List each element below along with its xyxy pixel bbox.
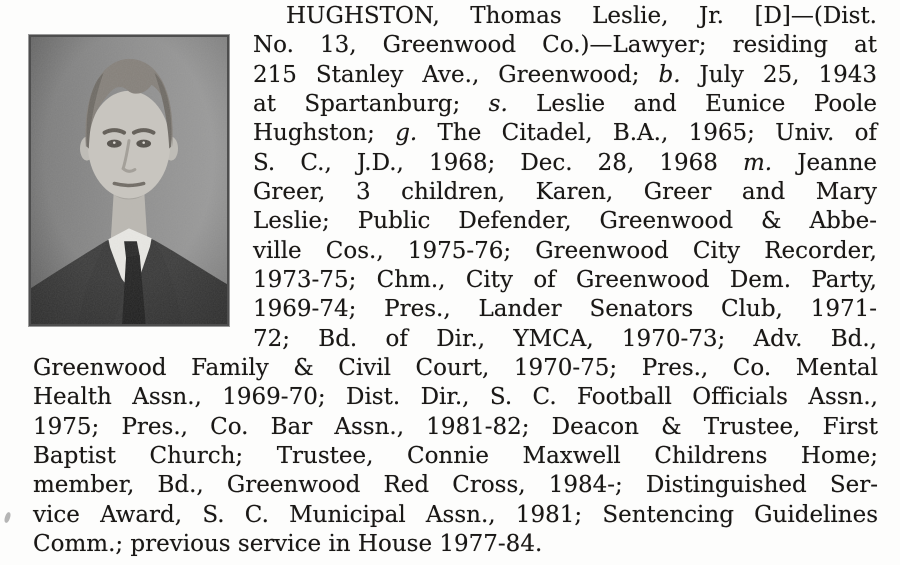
bio-text: S. C., J.D., 1968; Dec. 28, 1968 (253, 149, 743, 176)
bio-line (253, 90, 877, 119)
portrait-illustration (31, 37, 227, 324)
bio-line (253, 61, 877, 90)
bio-line: 1975; Pres., Co. Bar Assn., 1981-82; Deacon & Trustee, First (33, 413, 878, 440)
bio-line: 1973-75; Chm., City of Greenwood Dem. Party, (253, 267, 877, 294)
bio-text: Leslie and Eunice Poole (507, 91, 877, 118)
bio-line: Greenwood Family & Civil Court, 1970-75; Pres., Co. Mental (33, 355, 878, 381)
bio-text: Hughston; (253, 120, 396, 147)
bio-line: No. 13, Greenwood Co.)—Lawyer; residing at (253, 32, 877, 59)
italic-abbrev: s. (488, 91, 508, 118)
bio-text: Jeanne (772, 149, 878, 176)
bio-text: The Citadel, B.A., 1965; Univ. of (417, 120, 877, 147)
bio-line: 72; Bd. of Dir., YMCA, 1970-73; Adv. Bd., (253, 325, 877, 352)
bio-text: 215 Stanley Ave., Greenwood; (253, 61, 659, 88)
bio-line (253, 149, 877, 178)
bio-text: July 25, 1943 (680, 61, 877, 88)
bio-line: HUGHSTON, Thomas Leslie, Jr. [D]—(Dist. (286, 3, 877, 29)
bio-line: Health Assn., 1969-70; Dist. Dir., S. C. Football Officials Assn., (33, 384, 878, 411)
bio-line (253, 119, 877, 148)
bio-line: 1969-74; Pres., Lander Senators Club, 1971- (253, 296, 877, 323)
portrait-photo (29, 35, 229, 326)
italic-abbrev: g. (395, 120, 418, 147)
bio-text: at Spartanburg; (253, 91, 489, 118)
italic-abbrev: m. (743, 149, 773, 176)
scan-artifact (3, 511, 11, 523)
bio-line: member, Bd., Greenwood Red Cross, 1984-; Distinguished Ser- (33, 472, 878, 499)
bio-line: Baptist Church; Trustee, Connie Maxwell Childrens Home; (33, 443, 878, 470)
entry-text-fullwidth (33, 354, 878, 559)
bio-line: ville Cos., 1975-76; Greenwood City Recorder, (253, 237, 877, 264)
bio-line: Comm.; previous service in House 1977-84. (33, 531, 543, 558)
bio-line: Greer, 3 children, Karen, Greer and Mary (253, 179, 877, 206)
bio-line: Leslie; Public Defender, Greenwood & Abbe- (253, 208, 877, 235)
entry-text-column (253, 2, 877, 354)
bio-line: vice Award, S. C. Municipal Assn., 1981; Sentencing Guidelines (33, 501, 878, 528)
italic-abbrev: b. (658, 61, 681, 88)
